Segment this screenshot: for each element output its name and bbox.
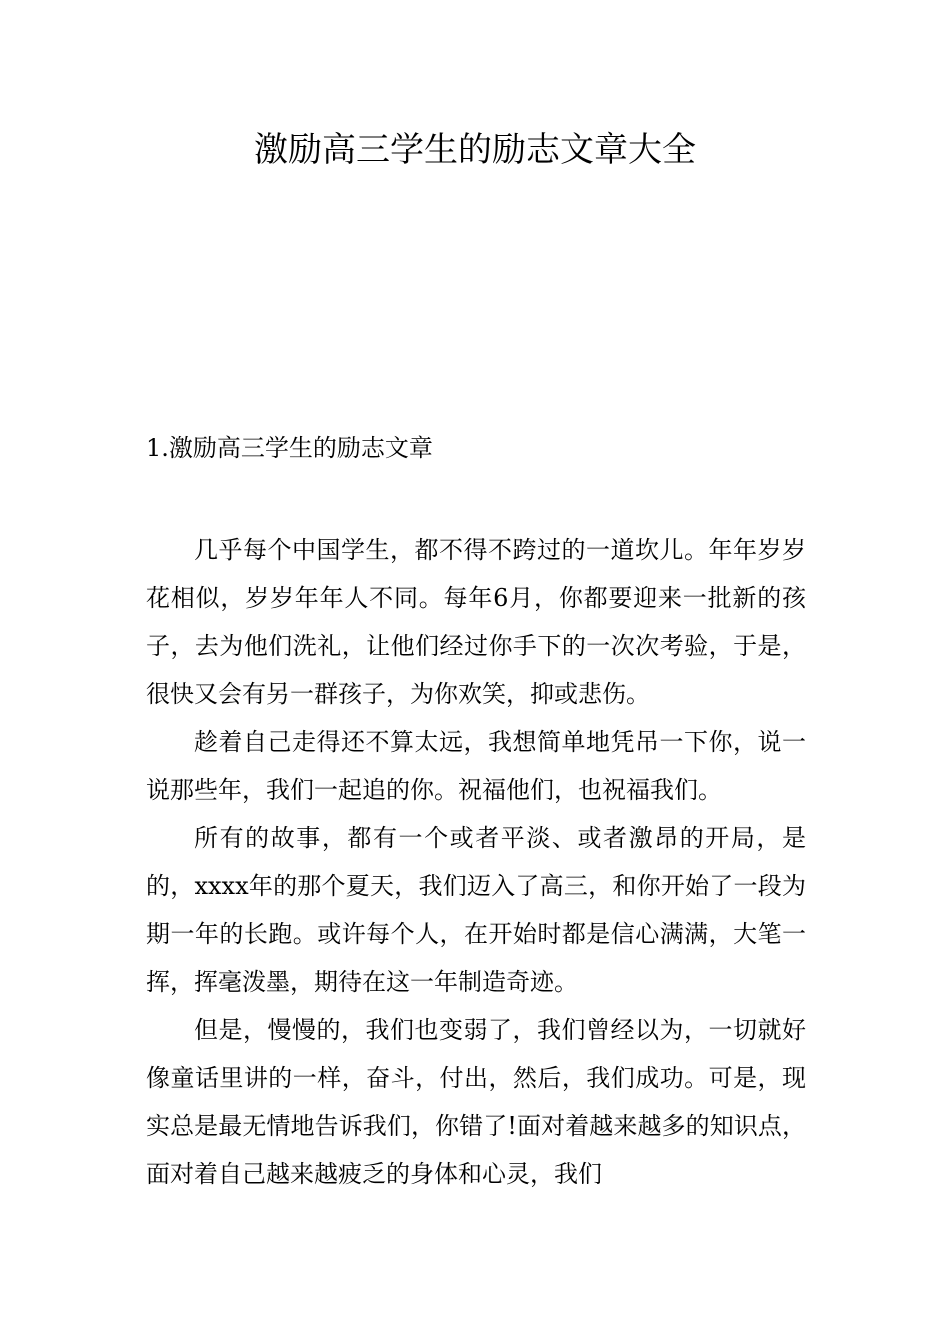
paragraph-1: 几乎每个中国学生，都不得不跨过的一道坎儿。年年岁岁花相似，岁岁年年人不同。每年6月，你都要迎来一批新的孩子，去为他们洗礼，让他们经过你手下的一次次考验，于是，很快又会有另一群孩子，为你欢笑，抑或悲伤。 bbox=[146, 536, 806, 708]
paragraph-4: 但是，慢慢的，我们也变弱了，我们曾经以为，一切就好像童话里讲的一样，奋斗，付出，然后，我们成功。可是，现实总是最无情地告诉我们，你错了!面对着越来越多的知识点，面对着自己越来越疲乏的身体和心灵，我们 bbox=[146, 1016, 806, 1188]
paragraph-2: 趁着自己走得还不算太远，我想简单地凭吊一下你，说一说那些年，我们一起追的你。祝福他们，也祝福我们。 bbox=[146, 728, 806, 804]
document-title: 激励高三学生的励志文章大全 bbox=[254, 130, 696, 170]
section-heading: 1.激励高三学生的励志文章 bbox=[146, 434, 433, 462]
article-body bbox=[146, 526, 806, 1198]
paragraph-3: 所有的故事，都有一个或者平淡、或者激昂的开局，是的，xxxx年的那个夏天，我们迈入了高三，和你开始了一段为期一年的长跑。或许每个人，在开始时都是信心满满，大笔一挥，挥毫泼墨，期待在这一年制造奇迹。 bbox=[146, 824, 806, 996]
